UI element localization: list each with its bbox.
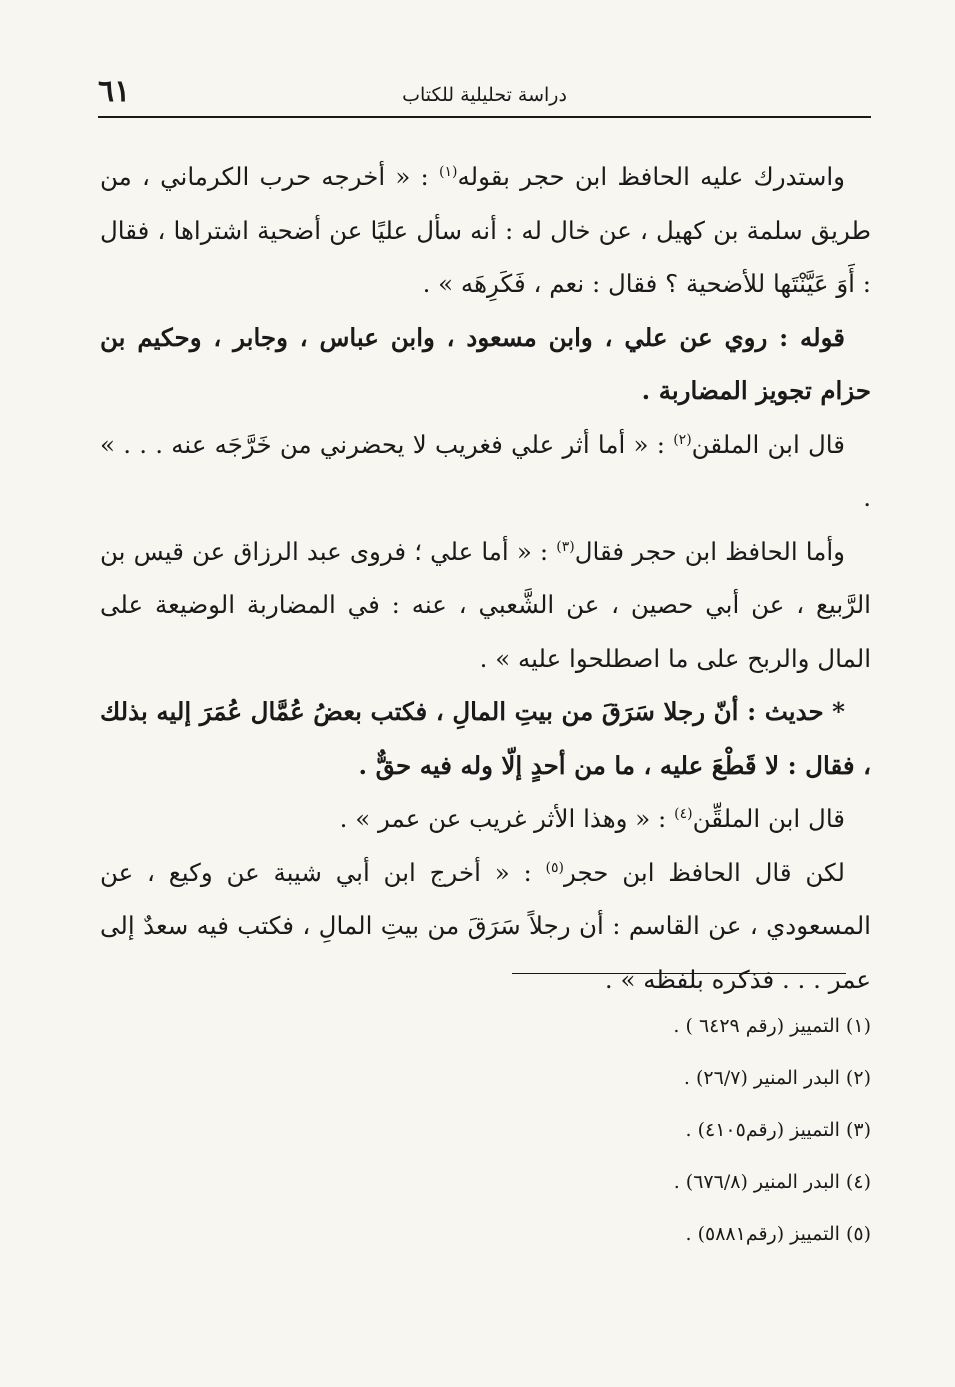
paragraph: * حديث : أنّ رجلا سَرَقَ من بيتِ المالِ ، فكتب بعضُ عُمَّال عُمَرَ إليه بذلك ، فقال : لا قَطْعَ عليه ، ما من أحدٍ إلّا وله فيه حقٌّ . (100, 697, 871, 780)
footnote: (١) التمييز (رقم ٦٤٢٩ ) . (673, 1015, 871, 1037)
footnote-divider (512, 973, 846, 974)
page-number: ٦١ (98, 74, 131, 109)
paragraph: لكن قال الحافظ ابن حجر$^{(٥)}$ : « أخرج ابن أبي شيبة عن وكيع ، عن المسعودي ، عن القاسم : أن رجلاً سَرَقَ من بيتِ المالِ ، فكتب فيه سعدٌ إلى عمر . . . فذكره بلفظه » . (100, 857, 871, 994)
footnote-ref: (٥) (545, 859, 564, 876)
running-title: دراسة تحليلية للكتاب (402, 84, 567, 106)
page-header (98, 70, 871, 118)
footnote-ref: (٣) (556, 538, 575, 555)
footnote: (٢) البدر المنير (٢٦/٧) . (683, 1067, 871, 1089)
footnote-ref: (٢) (673, 431, 692, 448)
footnote-ref: (١) (439, 163, 458, 180)
paragraph: وأما الحافظ ابن حجر فقال$^{(٣)}$ : « أما علي ؛ فروى عبد الرزاق عن قيس بن الرَّبيع ، عن أبي حصين ، عن الشَّعبي ، عنه : في المضاربة الوضيعة على المال والربح على ما اصطلحوا عليه » . (100, 536, 871, 673)
footnote: (٣) التمييز (رقم٤١٠٥) . (685, 1119, 871, 1141)
paragraph: واستدرك عليه الحافظ ابن حجر بقوله$^{(١)}$ : « أخرجه حرب الكرماني ، من طريق سلمة بن كهيل ، عن خال له : أنه سأل عليًا عن أضحية اشتراها ، فقال : أَوَ عَيَّنْتَها للأضحية ؟ فقال : نعم ، فَكَرِهَه » . (100, 162, 871, 298)
footnote-ref: (٤) (674, 805, 693, 822)
paragraph: قال ابن الملقِّن$^{(٤)}$ : « وهذا الأثر غريب عن عمر » . (339, 804, 845, 833)
paragraph: قال ابن الملقن$^{(٢)}$ : « أما أثر علي فغريب لا يحضرني من خَرَّجَه عنه . . . » . (100, 429, 871, 512)
footnote: (٤) البدر المنير (٦٧٦/٨) . (673, 1171, 871, 1193)
footnotes (351, 1000, 871, 1260)
footnote: (٥) التمييز (رقم٥٨٨١) . (685, 1223, 871, 1245)
paragraph: قوله : روي عن علي ، وابن مسعود ، وابن عباس ، وجابر ، وحكيم بن حزام تجويز المضاربة . (100, 322, 871, 405)
main-text (100, 150, 871, 1006)
